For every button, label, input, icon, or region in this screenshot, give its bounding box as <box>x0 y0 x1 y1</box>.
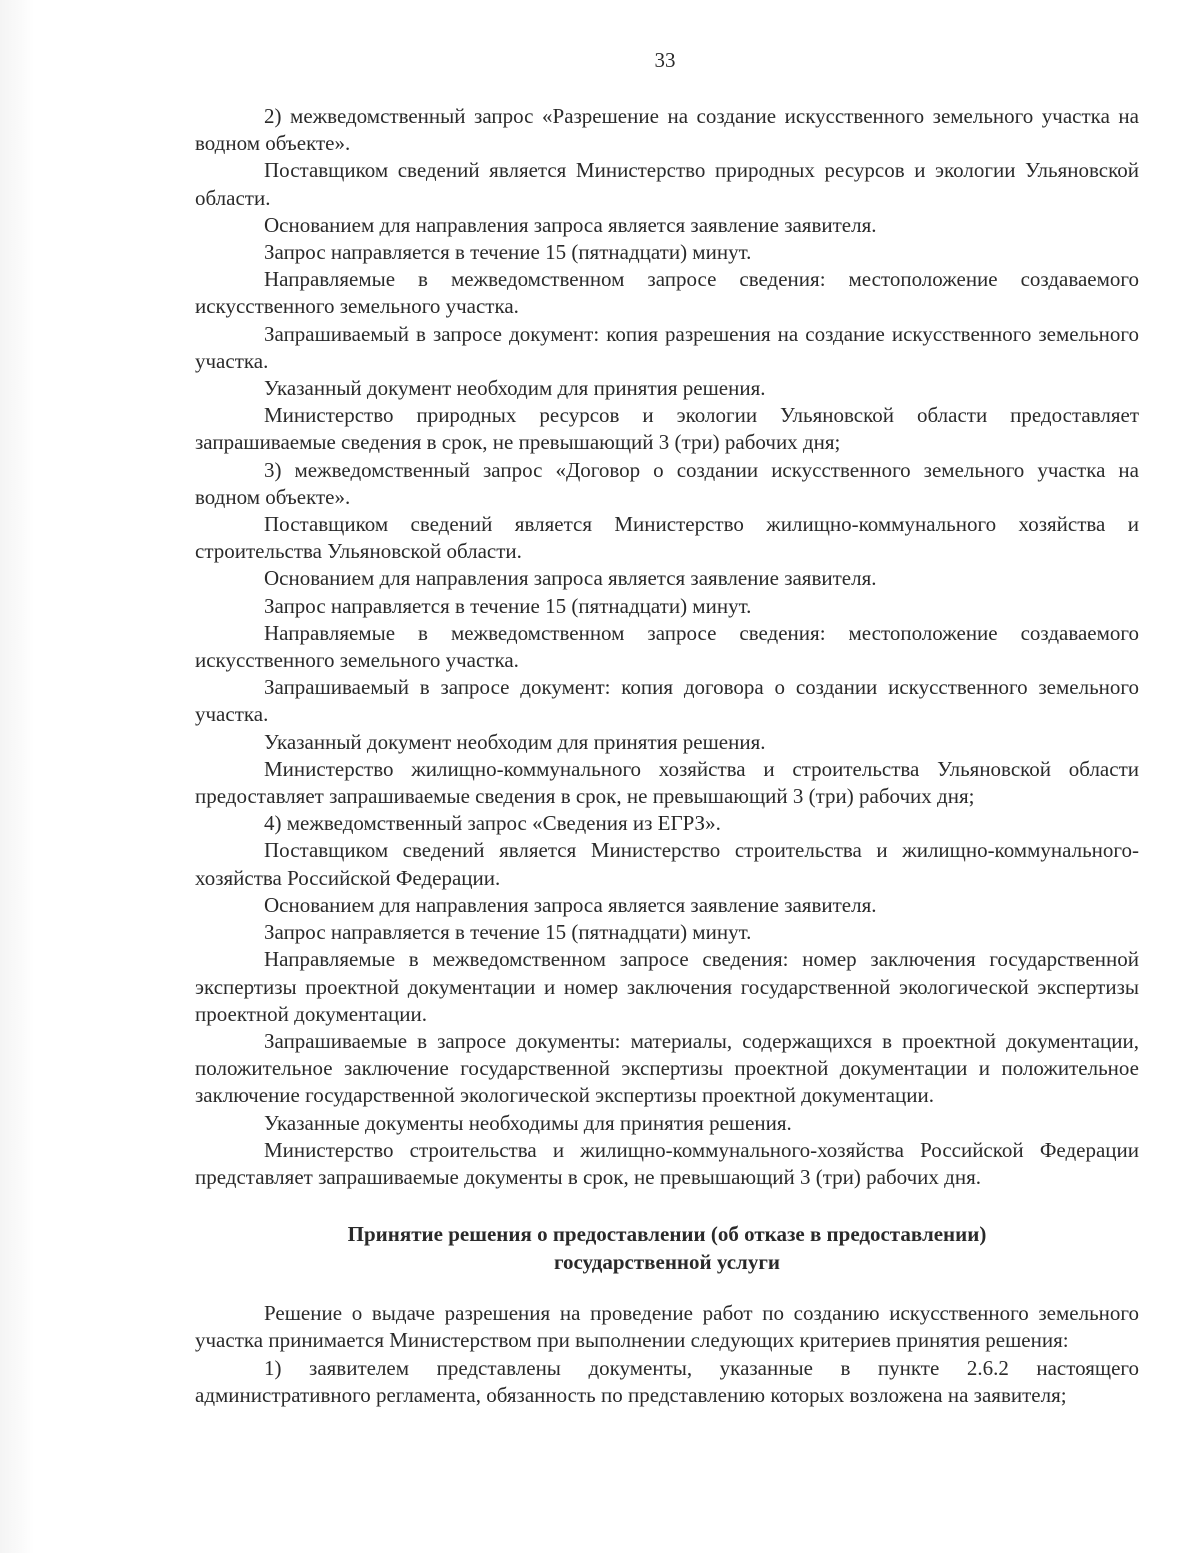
paragraph: Направляемые в межведомственном запросе сведения: местоположение создаваемого искусственного земельного участка. <box>195 620 1139 673</box>
paragraph: 3) межведомственный запрос «Договор о создании искусственного земельного участка на водном объекте». <box>195 457 1139 509</box>
paragraph: 2) межведомственный запрос «Разрешение на создание искусственного земельного участка на водном объекте». <box>195 104 1139 156</box>
section-heading <box>195 1221 1139 1276</box>
paragraph: Запрос направляется в течение 15 (пятнадцати) минут. <box>264 240 752 265</box>
section-heading-line-2: государственной услуги <box>554 1249 780 1274</box>
paragraph: Министерство жилищно-коммунального хозяйства и строительства Ульяновской области предоставляет запрашиваемые сведения в срок, не превышающий 3 (три) рабочих дня; <box>195 756 1139 809</box>
paragraph: Министерство строительства и жилищно-коммунального-хозяйства Российской Федерации представляет запрашиваемые документы в срок, не превышающий 3 (три) рабочих дня. <box>195 1137 1139 1189</box>
paragraph: Запрашиваемый в запросе документ: копия разрешения на создание искусственного земельного участка. <box>195 321 1139 373</box>
paragraph: Направляемые в межведомственном запросе сведения: номер заключения государственной экспертизы проектной документации и номер заключения государственной экологической экспертизы проектной документации. <box>195 947 1139 1026</box>
paragraph: Указанный документ необходим для принятия решения. <box>264 729 766 754</box>
paragraph: Запрашиваемый в запросе документ: копия договора о создании искусственного земельного участка. <box>195 675 1139 727</box>
paragraph: Поставщиком сведений является Министерство строительства и жилищно-коммунального-хозяйства Российской Федерации. <box>195 838 1139 890</box>
paragraph: 1) заявителем представлены документы, указанные в пункте 2.6.2 настоящего административного регламента, обязанность по представлению которых возложена на заявителя; <box>195 1355 1139 1407</box>
paragraph: Решение о выдаче разрешения на проведение работ по созданию искусственного земельного участка принимается Министерством при выполнении следующих критериев принятия решения: <box>195 1301 1139 1353</box>
page-number: 33 <box>654 48 676 72</box>
section-heading-line-1: Принятие решения о предоставлении (об отказе в предоставлении) <box>347 1222 987 1247</box>
paragraph: Поставщиком сведений является Министерство жилищно-коммунального хозяйства и строительства Ульяновской области. <box>195 512 1139 564</box>
paragraph: Запрашиваемые в запросе документы: материалы, содержащихся в проектной документации, положительное заключение государственной экспертизы проектной документации и положительное заключение государственной экологической экспертизы проектной документации. <box>195 1028 1139 1108</box>
paragraph: Основанием для направления запроса является заявление заявителя. <box>264 212 877 237</box>
paragraph-group-after-heading <box>195 1300 1139 1409</box>
paragraph: Направляемые в межведомственном запросе сведения: местоположение создаваемого искусственного земельного участка. <box>195 267 1139 319</box>
paragraph: Министерство природных ресурсов и экологии Ульяновской области предоставляет запрашиваемые сведения в срок, не превышающий 3 (три) рабочих дня; <box>195 403 1139 455</box>
document-body <box>195 103 1139 1409</box>
paragraph: Запрос направляется в течение 15 (пятнадцати) минут. <box>264 920 752 945</box>
paragraph: Поставщиком сведений является Министерство природных ресурсов и экологии Ульяновской области. <box>195 158 1139 210</box>
paragraph: Указанные документы необходимы для принятия решения. <box>264 1110 792 1135</box>
paragraph: Запрос направляется в течение 15 (пятнадцати) минут. <box>264 593 752 618</box>
paragraph: Основанием для направления запроса является заявление заявителя. <box>264 892 877 917</box>
paragraph: 4) межведомственный запрос «Сведения из ЕГРЗ». <box>264 811 721 836</box>
paragraph: Основанием для направления запроса является заявление заявителя. <box>264 566 877 591</box>
paragraph-group-before-heading <box>195 103 1139 1191</box>
paragraph: Указанный документ необходим для принятия решения. <box>264 376 766 401</box>
